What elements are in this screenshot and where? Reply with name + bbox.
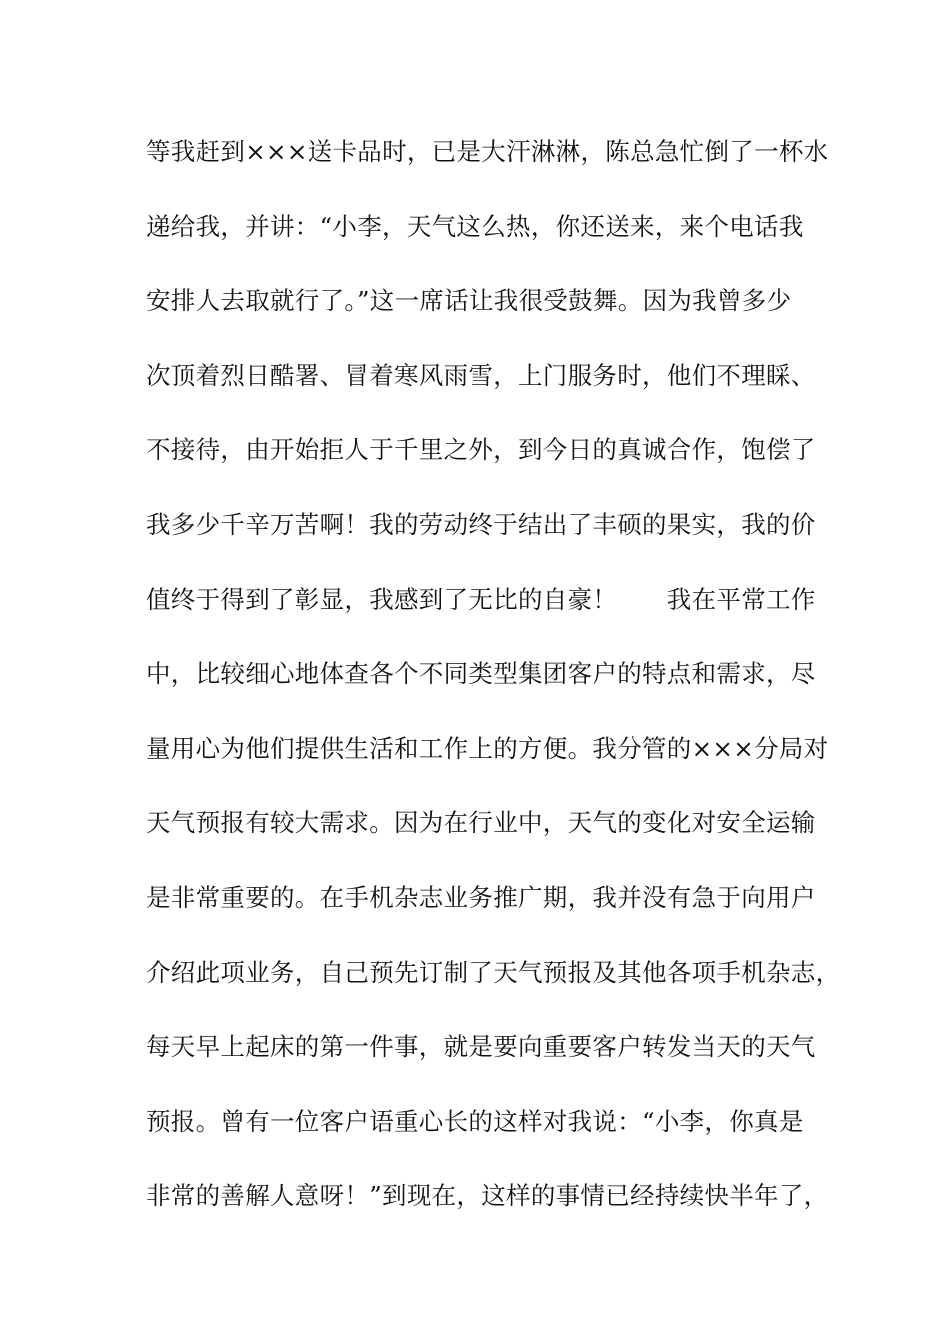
text-line: 我多少千辛万苦啊！我的劳动终于结出了丰硕的果实，我的价 (146, 509, 816, 539)
text-line: 天气预报有较大需求。因为在行业中，天气的变化对安全运输 (146, 808, 816, 838)
text-line: 安排人去取就行了。”这一席话让我很受鼓舞。因为我曾多少 (146, 286, 792, 316)
body-text (146, 128, 841, 1247)
text-line: 中，比较细心地体查各个不同类型集团客户的特点和需求，尽 (146, 659, 816, 689)
text-line: 量用心为他们提供生活和工作上的方便。我分管的×××分局对 (146, 733, 829, 763)
text-line: 等我赶到×××送卡品时，已是大汗淋淋，陈总急忙倒了一杯水 (146, 137, 829, 166)
text-line: 递给我，并讲：“小李，天气这么热，你还送来，来个电话我 (146, 211, 804, 241)
text-line: 预报。曾有一位客户语重心长的这样对我说：“小李，你真是 (146, 1106, 804, 1136)
text-line: 不接待，由开始拒人于千里之外，到今日的真诚合作，饱偿了 (146, 435, 816, 465)
text-line: 是非常重要的。在手机杂志业务推广期，我并没有急于向用户 (146, 882, 816, 912)
text-line: 次顶着烈日酷署、冒着寒风雨雪，上门服务时，他们不理睬、 (146, 360, 816, 390)
text-line: 介绍此项业务，自己预先订制了天气预报及其他各项手机杂志， (146, 957, 841, 987)
text-line: 非常的善解人意呀！”到现在，这样的事情已经持续快半年了， (146, 1181, 829, 1211)
text-line: 值终于得到了彰显，我感到了无比的自豪！ 我在平常工作 (146, 584, 816, 614)
text-line: 每天早上起床的第一件事，就是要向重要客户转发当天的天气 (146, 1032, 816, 1062)
